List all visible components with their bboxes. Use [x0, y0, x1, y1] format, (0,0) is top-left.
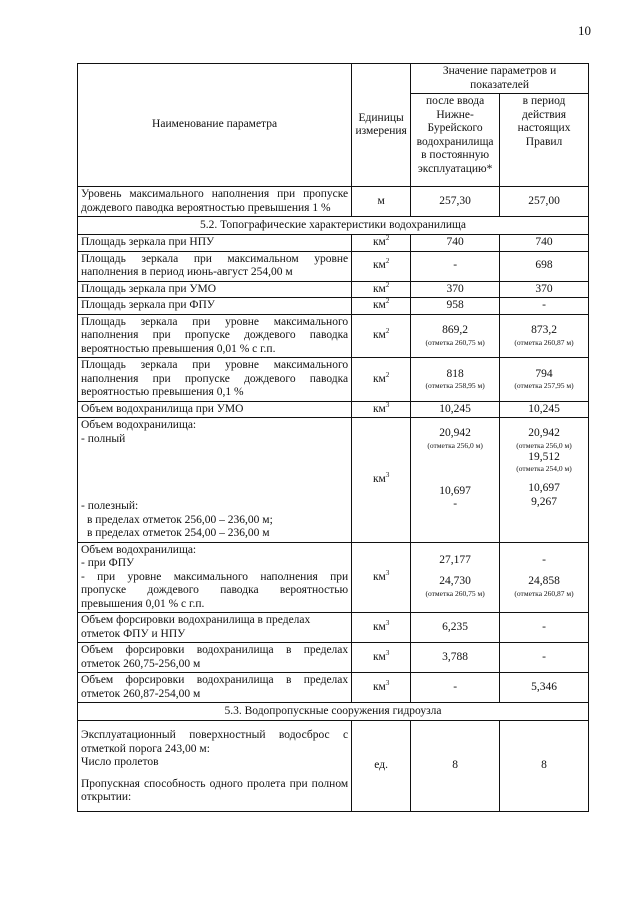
row-name: Площадь зеркала при НПУ: [78, 235, 352, 252]
table-row: [78, 187, 589, 217]
row-name: Площадь зеркала при УМО: [78, 281, 352, 298]
elevation-note: (отметка 258,95 м): [425, 381, 485, 390]
row-name: Объем форсировки водохранилища в пределах отметок 260,75-256,00 м: [78, 643, 352, 673]
row-name: Уровень максимального наполнения при пропуске дождевого паводка вероятностью превышения 1 %: [78, 187, 352, 217]
row-value-during: - 24,858 (отметка 260,87 м): [500, 542, 589, 613]
row-unit: $км^2$: [352, 281, 411, 298]
row-value-after: 257,30: [411, 187, 500, 217]
row-value-during: 10,245: [500, 401, 589, 418]
row-value-during: 873,2 (отметка 260,87 м): [500, 314, 589, 358]
row-value-after: 958: [411, 298, 500, 315]
row-value-during: 370: [500, 281, 589, 298]
section-row: [78, 217, 589, 235]
header-col-during: в период действия настоящих Правил: [500, 94, 589, 187]
elevation-note: (отметка 260,75 м): [425, 588, 485, 598]
row-name: Площадь зеркала при ФПУ: [78, 298, 352, 315]
row-value-after: 6,235: [411, 613, 500, 643]
table-row: [78, 298, 589, 315]
row-unit: м: [352, 187, 411, 217]
header-unit: Единицы измерения: [352, 64, 411, 187]
row-unit: $км^2$: [352, 314, 411, 358]
elevation-note: (отметка 256,0 м): [427, 440, 483, 450]
row-name: Площадь зеркала при уровне максимального наполнения при пропуске дождевого паводка вероятностью превышения 0,01 % с г.п.: [78, 314, 352, 358]
table-row: [78, 401, 589, 418]
row-value-during: 794 (отметка 257,95 м): [500, 358, 589, 402]
row-value-during: 8: [500, 721, 589, 812]
elevation-note: (отметка 254,0 м): [516, 464, 572, 473]
table-row: [78, 358, 589, 402]
elevation-note: (отметка 257,95 м): [514, 381, 574, 390]
row-unit: $км^3$: [352, 542, 411, 613]
table-row: [78, 418, 589, 543]
row-name: Объем водохранилища при УМО: [78, 401, 352, 418]
row-value-after: -: [411, 673, 500, 703]
row-unit: $км^2$: [352, 298, 411, 315]
row-unit: ед.: [352, 721, 411, 812]
table-row: [78, 281, 589, 298]
row-unit: $км^2$: [352, 358, 411, 402]
table-row: [78, 673, 589, 703]
row-name: Объем форсировки водохранилища в пределах отметок 260,87-254,00 м: [78, 673, 352, 703]
row-value-during: 5,346: [500, 673, 589, 703]
table-row: [78, 251, 589, 281]
row-unit: $км^3$: [352, 673, 411, 703]
elevation-note: (отметка 260,87 м): [514, 337, 574, 347]
row-value-after: 3,788: [411, 643, 500, 673]
table-row: [78, 613, 589, 643]
row-unit: $км^2$: [352, 235, 411, 252]
row-name: Объем водохранилища: - при ФПУ - при уровне максимального наполнения при пропуске дождевого паводка вероятностью превышения 0,01 % с г.п.: [78, 542, 352, 613]
row-value-after: 27,177 24,730 (отметка 260,75 м): [411, 542, 500, 613]
row-value-during: 740: [500, 235, 589, 252]
row-value-after: -: [411, 251, 500, 281]
elevation-note: (отметка 260,87 м): [514, 588, 574, 598]
row-value-after: 10,245: [411, 401, 500, 418]
row-unit: $км^3$: [352, 613, 411, 643]
row-name: Эксплуатационный поверхностный водосброс с отметкой порога 243,00 м: Число пролетов Пропускная способность одного пролета при полном открытии:: [78, 721, 352, 812]
table-row: [78, 542, 589, 613]
row-unit: $км^3$: [352, 418, 411, 543]
row-value-during: -: [500, 643, 589, 673]
header-row-1: [78, 64, 589, 94]
row-value-after: 740: [411, 235, 500, 252]
elevation-note: (отметка 256,0 м): [516, 440, 572, 450]
row-value-after: 20,942 (отметка 256,0 м) 10,697 -: [411, 418, 500, 543]
row-value-after: 8: [411, 721, 500, 812]
parameters-table: [77, 63, 589, 812]
row-unit: $км^3$: [352, 401, 411, 418]
row-value-during: 257,00: [500, 187, 589, 217]
header-param-name: Наименование параметра: [78, 64, 352, 187]
row-unit: $км^3$: [352, 643, 411, 673]
section-row: [78, 703, 589, 721]
row-value-during: 698: [500, 251, 589, 281]
table-row: [78, 235, 589, 252]
row-value-during: -: [500, 613, 589, 643]
header-values-group: Значение параметров и показателей: [411, 64, 589, 94]
row-name: Площадь зеркала при максимальном уровне наполнения в период июнь-август 254,00 м: [78, 251, 352, 281]
table-row: [78, 314, 589, 358]
row-name: Объем водохранилища: - полный - полезный: в пределах отметок 256,00 – 236,00 м; в пределах отметок 254,00 – 236,00 м: [78, 418, 352, 543]
row-value-after: 869,2 (отметка 260,75 м): [411, 314, 500, 358]
section-heading-5-2: 5.2. Топографические характеристики водохранилища: [78, 217, 589, 235]
table-row: [78, 643, 589, 673]
section-heading-5-3: 5.3. Водопропускные сооружения гидроузла: [78, 703, 589, 721]
row-value-during: 20,942 (отметка 256,0 м) 19,512 (отметка 254,0 м) 10,697 9,267: [500, 418, 589, 543]
row-value-after: 818 (отметка 258,95 м): [411, 358, 500, 402]
row-name: Площадь зеркала при уровне максимального наполнения при пропуске дождевого паводка вероятностью превышения 0,1 %: [78, 358, 352, 402]
row-value-after: 370: [411, 281, 500, 298]
table-row: [78, 721, 589, 812]
header-col-after: после ввода Нижне-Бурейского водохранилища в постоянную эксплуатацию*: [411, 94, 500, 187]
elevation-note: (отметка 260,75 м): [425, 337, 485, 347]
row-value-during: -: [500, 298, 589, 315]
row-unit: $км^2$: [352, 251, 411, 281]
row-name: Объем форсировки водохранилища в пределах отметок ФПУ и НПУ: [78, 613, 352, 643]
page-number: 10: [578, 23, 591, 38]
